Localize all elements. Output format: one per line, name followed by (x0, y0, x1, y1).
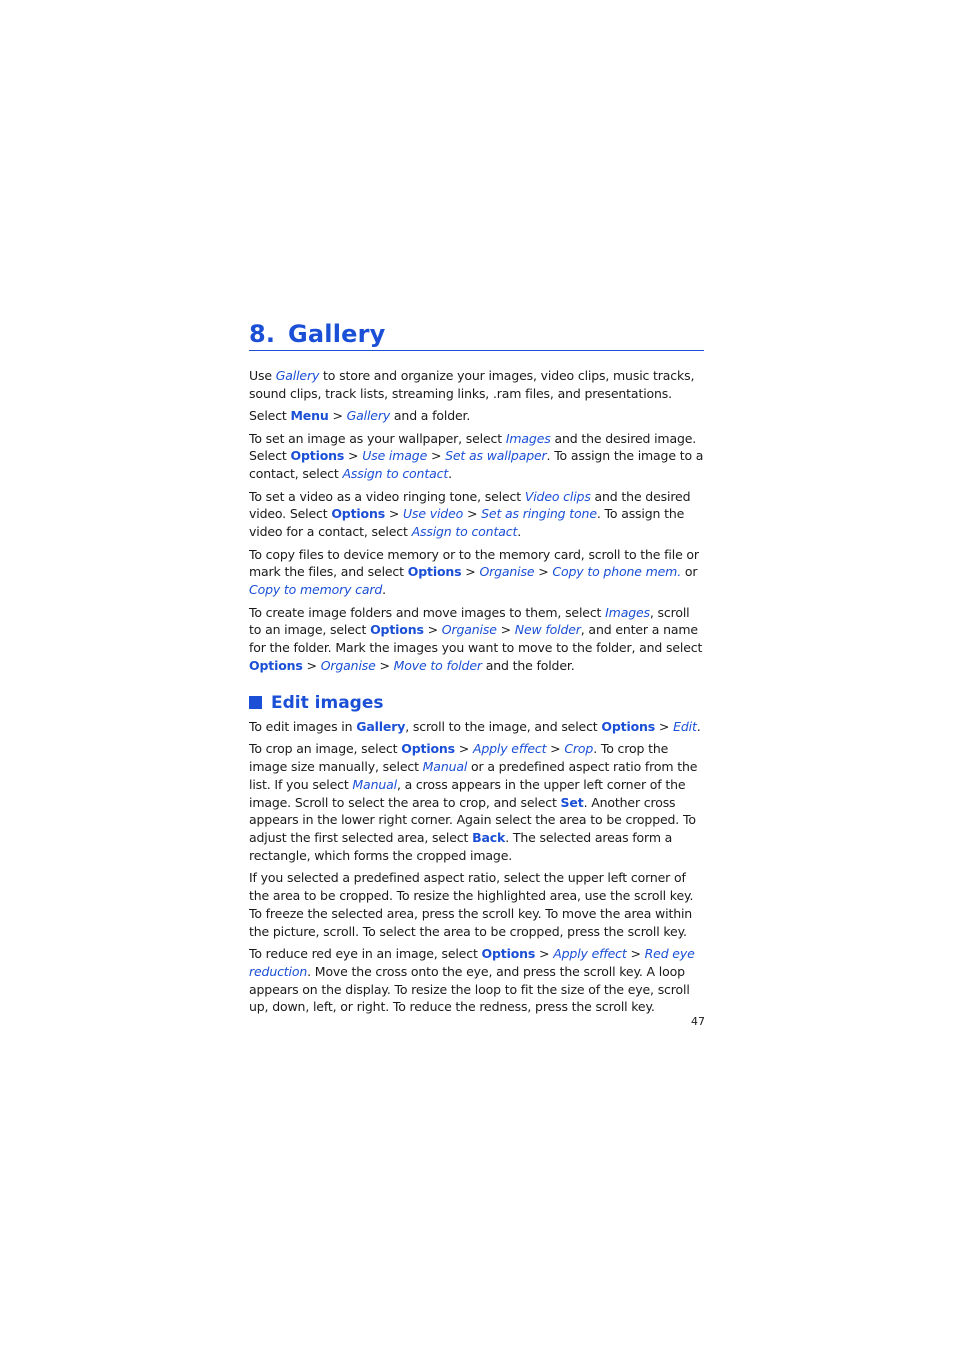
body-text: > (463, 506, 482, 522)
body-text: > (427, 448, 446, 464)
body-text: To set an image as your wallpaper, select (249, 430, 506, 446)
menu-option-term: New folder (514, 622, 581, 638)
menu-option-term: Organise (479, 564, 535, 580)
ui-term: Options (290, 448, 345, 464)
body-text: > (534, 564, 553, 580)
body-text: and the desired image. Select (249, 430, 697, 464)
body-text: to store and organize your images, video clips, music tracks, sound clips, track lists, streaming links, .ram files, and presentations. (249, 368, 695, 401)
paragraph (249, 718, 704, 736)
body-text: . (696, 718, 701, 734)
menu-option-term: Use image (362, 448, 428, 464)
body-text: . (517, 524, 522, 540)
menu-option-term: Apply effect (553, 946, 627, 962)
body-text: . To crop the image size manually, select (249, 741, 669, 774)
menu-option-term: Video clips (524, 488, 591, 504)
body-text: , and enter a name for the folder. Mark the images you want to move to the folder, and select (249, 622, 703, 656)
body-text: > (626, 946, 645, 962)
body-text: , scroll to an image, select (249, 604, 690, 638)
body-text: > (344, 448, 363, 464)
body-text: > (546, 741, 565, 757)
ui-term: Back (472, 830, 506, 846)
body-text: > (423, 622, 442, 638)
menu-option-term: Crop (564, 741, 594, 757)
ui-term: Options (249, 657, 303, 673)
menu-option-term: Set as ringing tone (481, 506, 597, 522)
menu-option-term: Red eye reduction (249, 946, 695, 979)
section-heading-text: Edit images (271, 692, 384, 713)
body-text: > (375, 657, 394, 673)
paragraph (249, 407, 704, 425)
menu-option-term: Manual (422, 758, 468, 774)
body-text: To set a video as a video ringing tone, select (249, 488, 525, 504)
menu-option-term: Images (505, 430, 551, 446)
ui-term: Menu (290, 408, 329, 424)
body-text: . Another cross appears in the lower right corner. Again select the area to be cropped. To adjust the first selected area, select (249, 794, 696, 846)
paragraph (249, 945, 704, 1016)
body-text: > (461, 564, 480, 580)
ui-term: Options (407, 564, 462, 580)
body-text: . The selected areas form a rectangle, which forms the cropped image. (249, 830, 673, 863)
ui-term: Set (560, 794, 584, 810)
menu-option-term: Copy to memory card (249, 582, 383, 598)
body-text: . To assign the video for a contact, select (249, 506, 685, 540)
menu-option-term: Gallery (346, 408, 391, 424)
body-text: To copy files to device memory or to the memory card, scroll to the file or mark the files, and select (249, 546, 699, 580)
body-text: and the folder. (481, 657, 575, 673)
body-text: > (496, 622, 515, 638)
menu-option-term: Set as wallpaper (445, 448, 547, 464)
body-text: , scroll to the image, and select (405, 718, 602, 734)
body-text: To crop an image, select (249, 741, 402, 757)
ui-term: Options (370, 622, 424, 638)
title-rule (249, 350, 704, 351)
body-text: To create image folders and move images to them, select (249, 604, 606, 620)
body-text: , a cross appears in the upper left corner of the image. Scroll to select the area to crop, and select (249, 776, 686, 810)
body-text: Use (249, 368, 276, 383)
body-text: and a folder. (390, 408, 471, 424)
menu-option-term: Edit (673, 718, 697, 734)
paragraph (249, 740, 704, 865)
paragraph (249, 488, 704, 541)
body-text: or (681, 564, 698, 580)
body-text: To edit images in (249, 718, 357, 734)
paragraph (249, 869, 704, 940)
paragraph (249, 430, 704, 483)
paragraph (249, 604, 704, 675)
ui-term: Gallery (356, 718, 406, 734)
body-text: > (655, 718, 674, 734)
body-text: To reduce red eye in an image, select (249, 946, 482, 962)
body-text: Select (249, 408, 291, 424)
body-text: . Move the cross onto the eye, and press the scroll key. A loop appears on the display. To resize the loop to fit the size of the eye, scroll up, down, left, or right. To reduce the redness, press the scroll key. (249, 963, 690, 1015)
body-text: > (535, 946, 554, 962)
ui-term: Options (331, 506, 386, 522)
paragraph (249, 367, 704, 403)
menu-option-term: Gallery (275, 368, 320, 383)
menu-option-term: Organise (441, 622, 497, 638)
chapter-number: 8. (249, 320, 276, 348)
menu-option-term: Move to folder (393, 657, 482, 673)
document-page (249, 318, 704, 1021)
body-text: . (448, 466, 452, 482)
menu-option-term: Assign to contact (411, 524, 518, 540)
body-text: > (302, 657, 321, 673)
section-square-icon (249, 696, 262, 709)
body-text: > (454, 741, 473, 757)
chapter-title (249, 318, 704, 350)
menu-option-term: Images (605, 604, 650, 620)
ui-term: Options (401, 741, 455, 757)
ui-term: Options (481, 946, 536, 962)
body-text: > (385, 506, 404, 522)
menu-option-term: Assign to contact (342, 466, 449, 482)
intro-section (249, 367, 704, 675)
menu-option-term: Copy to phone mem. (552, 564, 682, 580)
edit-images-section (249, 718, 704, 1017)
body-text: or a predefined aspect ratio from the list. If you select (249, 758, 698, 792)
body-text: . (382, 582, 386, 598)
body-text: . To assign the image to a contact, select (249, 448, 704, 482)
paragraph (249, 546, 704, 599)
page-number: 47 (691, 1015, 705, 1028)
menu-option-term: Apply effect (472, 741, 547, 757)
ui-term: Options (601, 718, 656, 734)
chapter-title-text: Gallery (288, 320, 386, 348)
menu-option-term: Organise (320, 657, 376, 673)
menu-option-term: Manual (352, 776, 397, 792)
body-text: If you selected a predefined aspect ratio, select the upper left corner of the area to be cropped. To resize the highlighted area, use the scroll key. To freeze the selected area, press the scroll key. To move the area within the picture, scroll. To select the area to be cropped, press the scroll key. (249, 870, 694, 939)
body-text: > (328, 408, 347, 424)
body-text: and the desired video. Select (249, 488, 691, 522)
section-heading (249, 692, 704, 714)
menu-option-term: Use video (403, 506, 464, 522)
